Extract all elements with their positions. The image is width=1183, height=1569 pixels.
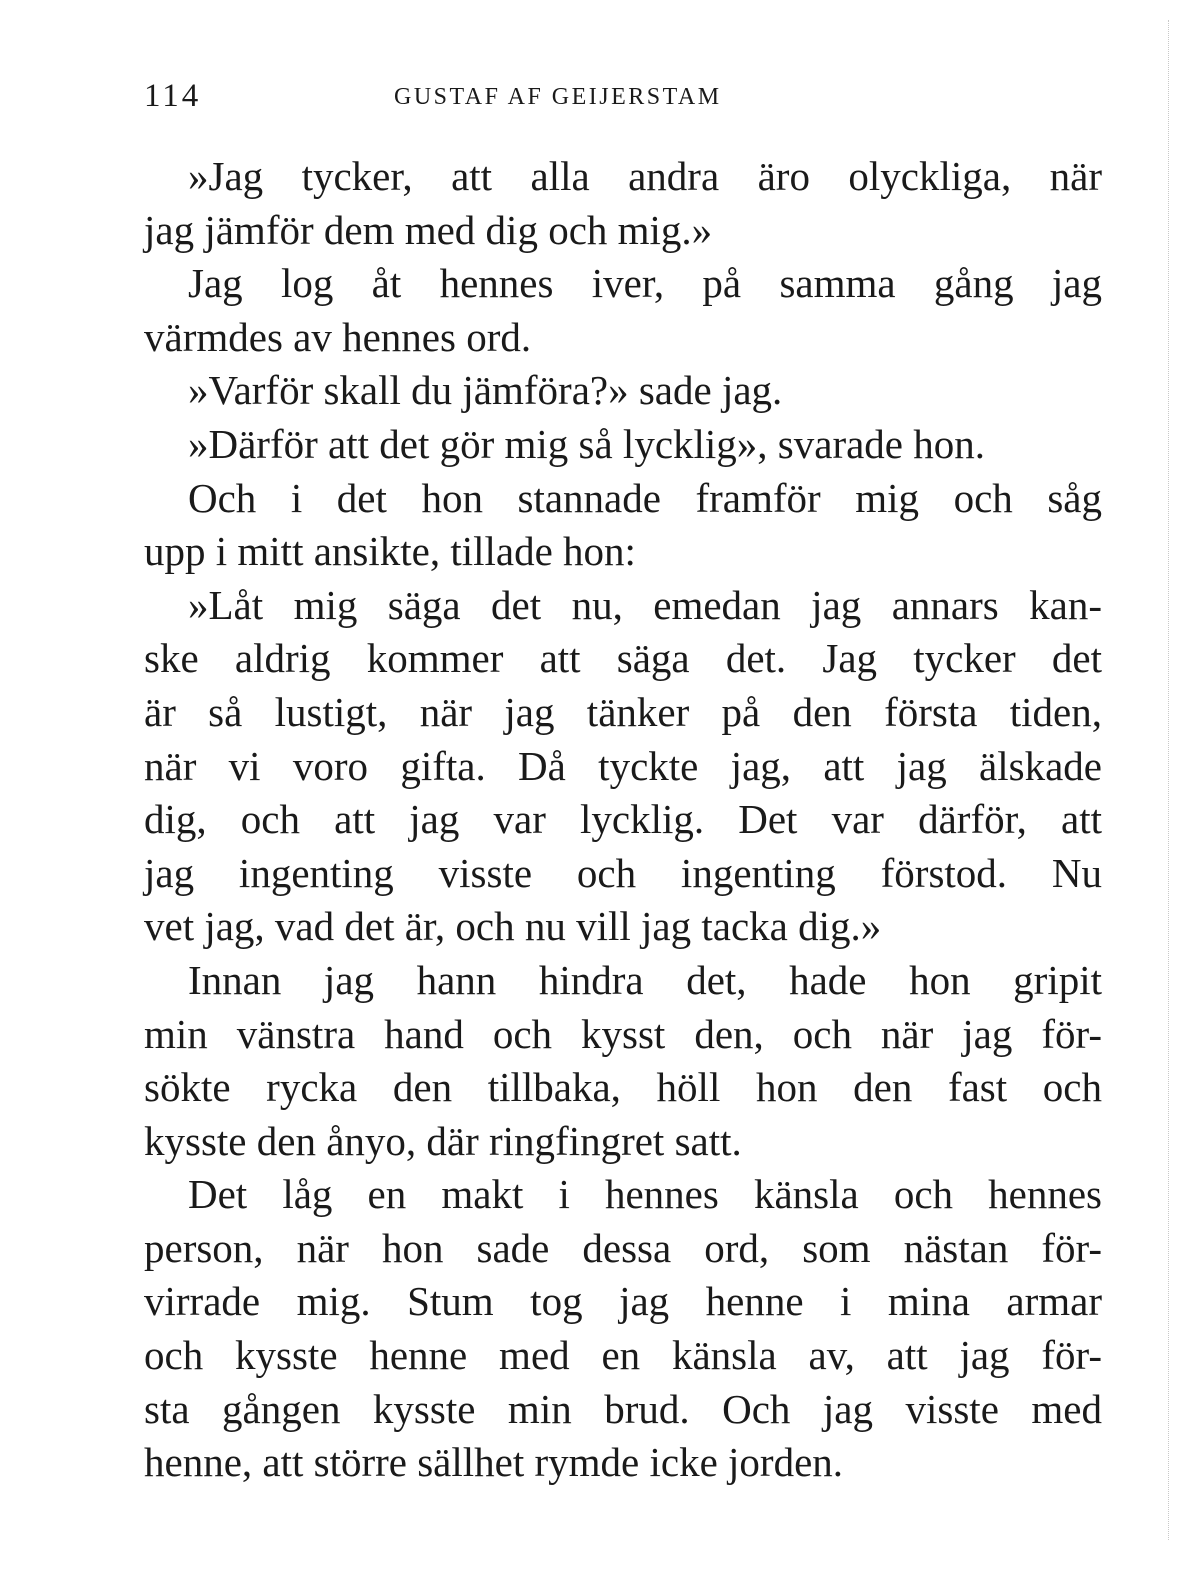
text-line: ske aldrig kommer att säga det. Jag tycker det [144, 635, 1102, 682]
running-head [144, 78, 1104, 118]
text-line: »Jag tycker, att alla andra äro olyckliga, när [188, 153, 1102, 199]
text-line: »Därför att det gör mig så lycklig», svarade hon. [188, 420, 985, 467]
text-line: upp i mitt ansikte, tillade hon: [144, 528, 636, 575]
running-title: GUSTAF AF GEIJERSTAM [394, 84, 722, 110]
text-line: när vi voro gifta. Då tyckte jag, att jag älskade [144, 742, 1102, 789]
text-line: Innan jag hann hindra det, hade hon gripit [188, 956, 1102, 1003]
text-line: jag jämför dem med dig och mig.» [144, 206, 713, 253]
text-line: värmdes av hennes ord. [144, 313, 532, 360]
text-line: Jag log åt hennes iver, på samma gång jag [188, 260, 1102, 307]
text-line: kysste den ånyo, där ringfingret satt. [144, 1117, 742, 1164]
text-line: person, när hon sade dessa ord, som nästan för- [144, 1224, 1102, 1271]
text-line: och kysste henne med en känsla av, att jag för- [144, 1332, 1102, 1379]
text-line: min vänstra hand och kysst den, och när jag för- [144, 1010, 1102, 1057]
text-line: Det låg en makt i hennes känsla och hennes [188, 1171, 1102, 1218]
text-line: är så lustigt, när jag tänker på den första tiden, [144, 688, 1102, 735]
text-line: henne, att större sällhet rymde icke jorden. [144, 1439, 844, 1486]
text-line: virrade mig. Stum tog jag henne i mina armar [144, 1278, 1102, 1325]
text-line: »Varför skall du jämföra?» sade jag. [188, 367, 783, 414]
text-line: sökte rycka den tillbaka, höll hon den fast och [144, 1064, 1102, 1111]
page-number: 114 [144, 78, 202, 114]
text-line: dig, och att jag var lycklig. Det var därför, att [144, 796, 1102, 843]
text-line: vet jag, vad det är, och nu vill jag tacka dig.» [144, 903, 882, 950]
body-text [144, 150, 1102, 1490]
text-line: Och i det hon stannade framför mig och såg [188, 474, 1102, 521]
page-edge-line [1168, 20, 1169, 1540]
text-line: »Låt mig säga det nu, emedan jag annars kan- [188, 581, 1102, 628]
text-line: sta gången kysste min brud. Och jag visste med [144, 1385, 1102, 1432]
text-line: jag ingenting visste och ingenting förstod. Nu [144, 849, 1102, 896]
